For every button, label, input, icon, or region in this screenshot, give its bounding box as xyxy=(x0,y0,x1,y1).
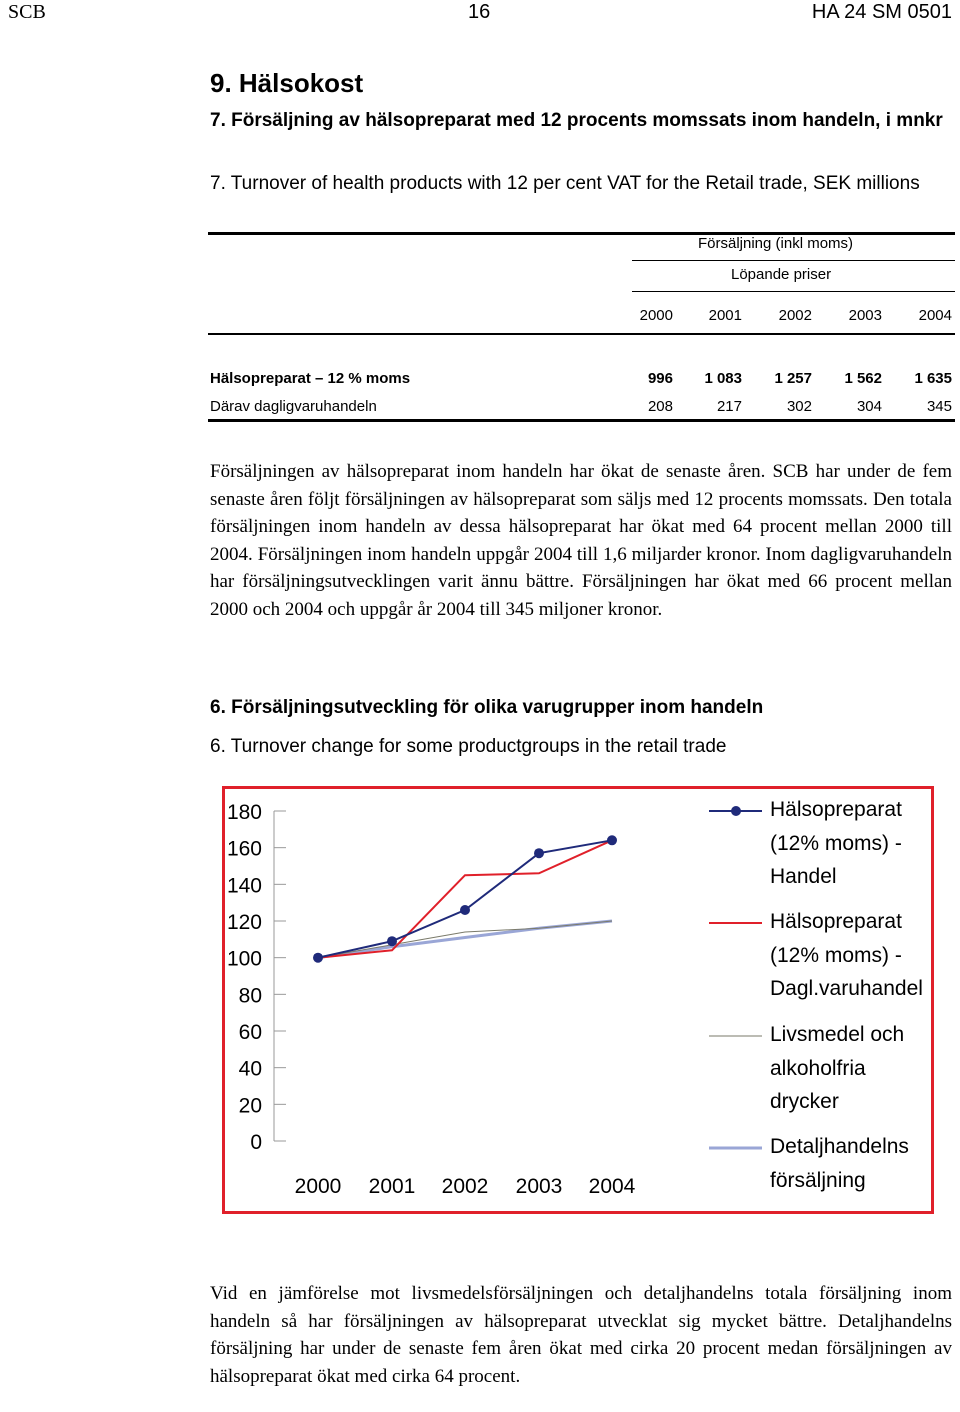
table-row-label: Därav dagligvaruhandeln xyxy=(210,398,377,415)
y-tick-label: 160 xyxy=(226,837,262,861)
table-cell: 1 083 xyxy=(704,370,742,387)
legend-line: drycker xyxy=(770,1090,839,1113)
legend-label-halso-dagl xyxy=(770,905,940,1006)
series-line xyxy=(318,840,612,957)
x-tick-label: 2002 xyxy=(441,1175,489,1198)
legend-label-livsmedel xyxy=(770,1018,940,1119)
legend-label-detaljhandel xyxy=(770,1130,940,1197)
body-paragraph: Vid en jämförelse mot livsmedelsförsäljningen och detaljhandelns totala försäljning inom handeln så har försäljningen av hälsopreparat utvecklat sig mycket bättre. Detaljhandelns försäljning har under de senaste fem åren ökat med cirka 20 procent medan försäljningen av hälsopreparat ökat med cirka 64 procent. xyxy=(210,1283,952,1387)
legend-line: Hälsopreparat xyxy=(770,798,902,821)
table-cell: 996 xyxy=(647,370,673,387)
table-header-sales: Försäljning (inkl moms) xyxy=(698,235,854,252)
table-row-label: Hälsopreparat – 12 % moms xyxy=(210,370,411,387)
table-header-rule xyxy=(632,260,955,261)
y-tick-label: 140 xyxy=(226,874,262,898)
y-tick-label: 20 xyxy=(238,1094,262,1118)
y-tick-label: 0 xyxy=(250,1131,262,1154)
legend-line: alkoholfria xyxy=(770,1056,866,1080)
data-point xyxy=(387,936,397,946)
table-header-bottom-rule xyxy=(208,333,955,335)
table-cell: 217 xyxy=(716,398,742,415)
table-year-header: 2000 xyxy=(639,307,673,324)
legend-line: försäljning xyxy=(770,1168,866,1192)
table-bottom-rule xyxy=(208,419,955,422)
figure-title-sv: 6. Försäljningsutveckling för olika varugrupper inom handeln xyxy=(210,697,764,718)
x-tick-label: 2004 xyxy=(588,1175,636,1198)
table-title-sv: 7. Försäljning av hälsopreparat med 12 procents momssats inom handeln, i mnkr xyxy=(210,110,943,131)
table-cell: 302 xyxy=(786,398,812,415)
data-point xyxy=(534,848,544,858)
legend-label-halso-handel xyxy=(770,793,940,894)
data-point xyxy=(313,953,323,963)
body-paragraph: Försäljningen av hälsopreparat inom handeln har ökat de senaste åren. SCB har under de fem senaste åren följt försäljningen av hälsopreparat som säljs med 12 procents momssats. Den totala försäljningen inom handeln av dessa hälsopreparat har ökat med 64 procent mellan 2000 till 2004. Försäljningen inom handeln uppgår 2004 till 1,6 miljarder kronor. Inom dagligvaruhandeln har försäljningsutvecklingen varit ännu bättre. Försäljningen har ökat med 66 procent mellan 2000 och 2004 och uppgår år 2004 till 345 miljoner kronor. xyxy=(210,461,952,620)
x-tick-label: 2003 xyxy=(515,1175,563,1198)
figure-title-en: 6. Turnover change for some productgroups in the retail trade xyxy=(210,736,727,757)
header-report-id: HA 24 SM 0501 xyxy=(811,1,952,23)
section-heading: 9. Hälsokost xyxy=(210,68,364,98)
legend-swatch-marker xyxy=(731,806,741,816)
y-tick-label: 80 xyxy=(238,984,262,1008)
legend-line: Handel xyxy=(770,865,837,888)
table-cell: 1 635 xyxy=(914,370,952,387)
page-number: 16 xyxy=(468,1,491,23)
series-line xyxy=(318,921,612,958)
legend-line: Hälsopreparat xyxy=(770,910,902,933)
legend-line: (12% moms) - xyxy=(770,831,902,855)
table-cell: 208 xyxy=(647,398,673,415)
y-tick-label: 120 xyxy=(226,911,262,934)
table-year-header: 2003 xyxy=(848,307,882,324)
x-tick-label: 2001 xyxy=(368,1175,416,1198)
series-line xyxy=(318,840,612,957)
table-cell: 304 xyxy=(856,398,882,415)
y-tick-label: 60 xyxy=(238,1021,262,1044)
header-publisher: SCB xyxy=(8,1,46,23)
data-point xyxy=(607,835,617,845)
y-tick-label: 180 xyxy=(226,801,262,824)
table-year-header: 2002 xyxy=(778,307,812,324)
legend-line: Dagl.varuhandel xyxy=(770,977,923,1000)
y-tick-label: 40 xyxy=(238,1057,262,1081)
x-tick-label: 2000 xyxy=(294,1175,342,1198)
table-cell: 1 562 xyxy=(844,370,882,387)
data-point xyxy=(460,905,470,915)
table-title-en: 7. Turnover of health products with 12 per cent VAT for the Retail trade, SEK millions xyxy=(210,173,920,194)
y-tick-label: 100 xyxy=(226,947,262,971)
table-cell: 1 257 xyxy=(774,370,812,387)
legend-line: Detaljhandelns xyxy=(770,1135,909,1158)
table-header-prices: Löpande priser xyxy=(731,266,832,283)
legend-line: (12% moms) - xyxy=(770,943,902,967)
table-year-header: 2001 xyxy=(708,307,742,324)
table-cell: 345 xyxy=(926,398,952,415)
table-year-header: 2004 xyxy=(918,307,952,324)
legend-line: Livsmedel och xyxy=(770,1023,905,1046)
table-header-rule xyxy=(632,291,955,292)
